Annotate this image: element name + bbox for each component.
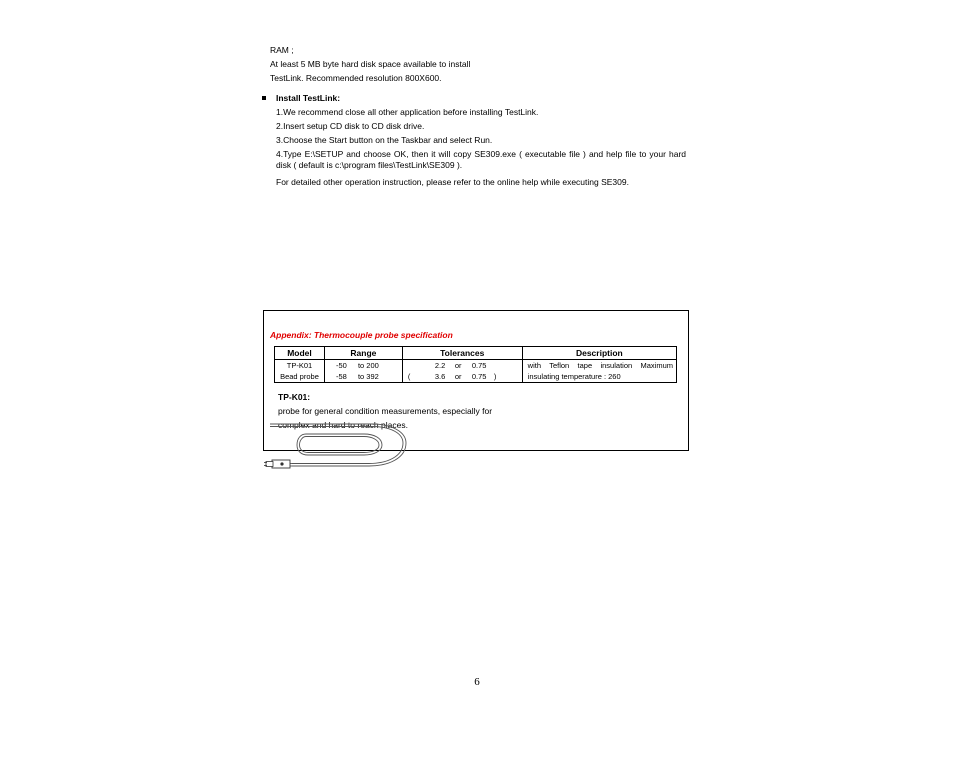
page-number: 6 [474,676,480,688]
description-line-1: with Teflon tape insulation Maximum [527,361,673,370]
cell-tolerances [402,360,522,383]
header-model: Model [275,347,325,360]
cell-model [275,360,325,383]
requirement-disk: At least 5 MB byte hard disk space available to install [270,59,471,69]
spec-table [274,346,677,383]
table-row [275,360,677,383]
header-tolerances: Tolerances [402,347,522,360]
range-celsius: -50 to 200 [335,361,379,370]
header-description: Description [522,347,676,360]
install-step-2: 2.Insert setup CD disk to CD disk drive. [276,121,425,131]
install-step-3: 3.Choose the Start button on the Taskbar and select Run. [276,135,493,145]
spec-table-header [275,347,677,360]
probe-drawing-icon [264,418,414,472]
install-step-1: 1.We recommend close all other application before installing TestLink. [276,107,539,117]
model-type: Bead probe [280,372,319,381]
tolerance-celsius: 2.2 or 0.75 [434,361,487,370]
header-range: Range [324,347,402,360]
range-fahrenheit: -58 to 392 [335,372,379,381]
probe-text-1: probe for general condition measurements, especially for [278,406,493,416]
install-note: For detailed other operation instruction, please refer to the online help while executing SE309. [276,177,629,187]
appendix-title: Appendix: Thermocouple probe specification [270,330,453,340]
requirement-ram: RAM ; [270,45,294,55]
bullet-icon [262,96,266,100]
description-line-2: insulating temperature : 260 [527,372,621,381]
model-name: TP-K01 [286,361,313,370]
install-step-4: 4.Type E:\SETUP and choose OK, then it will copy SE309.exe ( executable file ) and help file to your hard disk ( default is c:\program files\TestLink\SE309 ). [276,149,686,170]
probe-subheading: TP-K01: [278,392,311,402]
requirement-resolution: TestLink. Recommended resolution 800X600. [270,73,442,83]
probe-text-2: complex and hard to reach places. [278,420,408,430]
install-heading: Install TestLink: [276,93,341,103]
tolerance-fahrenheit: ( 3.6 or 0.75 ) [407,372,497,381]
cell-description [522,360,676,383]
cell-range [324,360,402,383]
